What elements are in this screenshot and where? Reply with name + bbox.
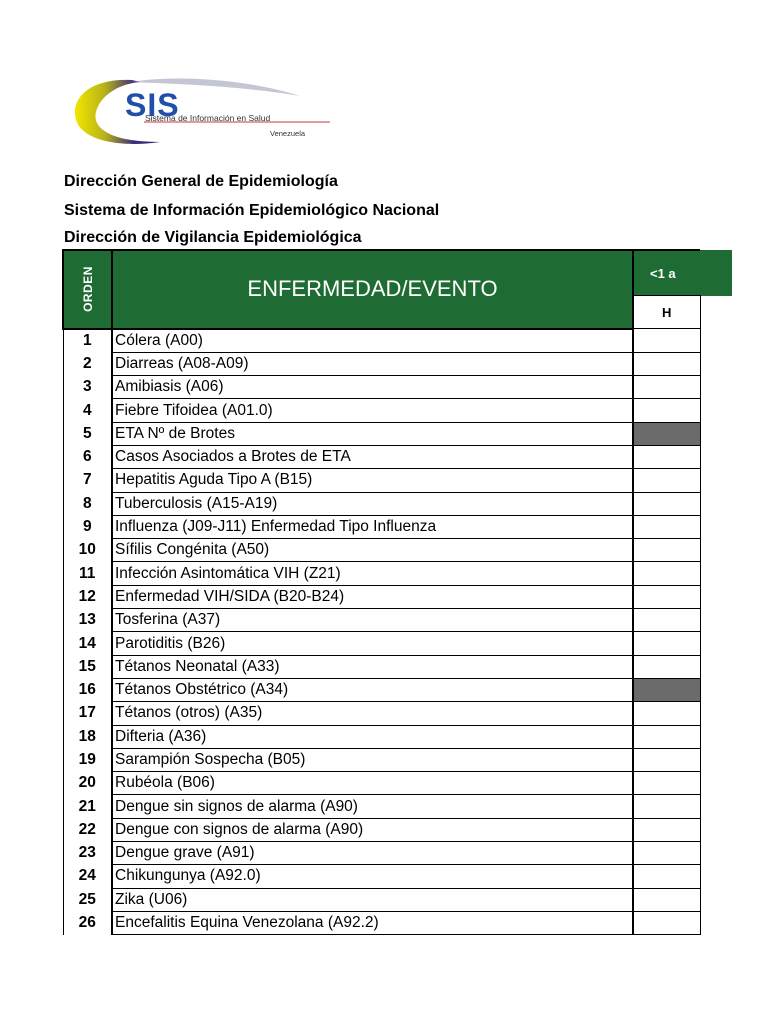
data-cell[interactable]	[633, 376, 700, 399]
table-row	[63, 329, 700, 353]
data-cell[interactable]	[633, 818, 700, 841]
row-number: 13	[63, 609, 112, 632]
data-cell[interactable]	[633, 469, 700, 492]
row-number: 20	[63, 772, 112, 795]
sis-logo	[70, 76, 335, 148]
row-number: 4	[63, 399, 112, 422]
event-name: Infección Asintomática VIH (Z21)	[112, 562, 633, 585]
event-name: Tétanos Neonatal (A33)	[112, 655, 633, 678]
event-name: Chikungunya (A92.0)	[112, 865, 633, 888]
table-row	[63, 818, 700, 841]
table-row	[63, 725, 700, 748]
table-row	[63, 609, 700, 632]
data-cell[interactable]	[633, 632, 700, 655]
table-row	[63, 422, 700, 445]
table-row	[63, 632, 700, 655]
orden-header	[63, 250, 112, 329]
event-name: Rubéola (B06)	[112, 772, 633, 795]
row-number: 1	[63, 329, 112, 353]
row-number: 19	[63, 748, 112, 771]
data-cell[interactable]	[633, 585, 700, 608]
logo-subtitle: Sistema de Información en Salud	[145, 113, 271, 123]
row-number: 25	[63, 888, 112, 911]
row-number: 3	[63, 376, 112, 399]
logo-country: Venezuela	[270, 129, 306, 138]
event-name: Amibiasis (A06)	[112, 376, 633, 399]
row-number: 11	[63, 562, 112, 585]
event-name: Zika (U06)	[112, 888, 633, 911]
disease-table	[62, 249, 701, 935]
event-name: ETA Nº de Brotes	[112, 422, 633, 445]
event-name: Cólera (A00)	[112, 329, 633, 353]
row-number: 12	[63, 585, 112, 608]
data-cell[interactable]	[633, 609, 700, 632]
event-name: Dengue con signos de alarma (A90)	[112, 818, 633, 841]
data-cell[interactable]	[633, 539, 700, 562]
row-number: 8	[63, 492, 112, 515]
data-cell[interactable]	[633, 772, 700, 795]
data-cell[interactable]	[633, 842, 700, 865]
event-name: Influenza (J09-J11) Enfermedad Tipo Influenza	[112, 515, 633, 538]
event-name: Diarreas (A08-A09)	[112, 352, 633, 375]
data-cell[interactable]	[633, 492, 700, 515]
header-line-2: Sistema de Información Epidemiológico Nacional	[64, 202, 440, 219]
event-header: ENFERMEDAD/EVENTO	[112, 250, 633, 329]
data-cell[interactable]	[633, 888, 700, 911]
table-row	[63, 678, 700, 701]
data-cell[interactable]	[633, 911, 700, 934]
table-row	[63, 702, 700, 725]
data-cell[interactable]	[633, 702, 700, 725]
data-cell-disabled	[633, 422, 700, 445]
data-cell[interactable]	[633, 655, 700, 678]
row-number: 16	[63, 678, 112, 701]
event-name: Tétanos (otros) (A35)	[112, 702, 633, 725]
row-number: 2	[63, 352, 112, 375]
table-row	[63, 655, 700, 678]
data-cell[interactable]	[633, 562, 700, 585]
table-row	[63, 772, 700, 795]
event-name: Casos Asociados a Brotes de ETA	[112, 445, 633, 468]
table-row	[63, 492, 700, 515]
table-row	[63, 911, 700, 934]
event-name: Tétanos Obstétrico (A34)	[112, 678, 633, 701]
row-number: 9	[63, 515, 112, 538]
table-row	[63, 865, 700, 888]
event-name: Tosferina (A37)	[112, 609, 633, 632]
event-name: Fiebre Tifoidea (A01.0)	[112, 399, 633, 422]
event-name: Sífilis Congénita (A50)	[112, 539, 633, 562]
row-number: 22	[63, 818, 112, 841]
event-name: Enfermedad VIH/SIDA (B20-B24)	[112, 585, 633, 608]
table-row	[63, 562, 700, 585]
event-name: Difteria (A36)	[112, 725, 633, 748]
row-number: 10	[63, 539, 112, 562]
table-row	[63, 539, 700, 562]
table-row	[63, 445, 700, 468]
event-name: Encefalitis Equina Venezolana (A92.2)	[112, 911, 633, 934]
data-cell[interactable]	[633, 795, 700, 818]
table-row	[63, 469, 700, 492]
row-number: 23	[63, 842, 112, 865]
data-cell[interactable]	[633, 725, 700, 748]
sex-header-h: H	[633, 296, 700, 329]
data-cell[interactable]	[633, 329, 700, 353]
age-group-header: <1 a	[633, 250, 700, 296]
data-cell-disabled	[633, 678, 700, 701]
data-cell[interactable]	[633, 445, 700, 468]
row-number: 17	[63, 702, 112, 725]
event-name: Hepatitis Aguda Tipo A (B15)	[112, 469, 633, 492]
table-row	[63, 515, 700, 538]
row-number: 15	[63, 655, 112, 678]
row-number: 5	[63, 422, 112, 445]
header-line-1: Dirección General de Epidemiología	[64, 173, 338, 190]
data-cell[interactable]	[633, 515, 700, 538]
row-number: 21	[63, 795, 112, 818]
header-line-3: Dirección de Vigilancia Epidemiológica	[64, 229, 362, 246]
data-cell[interactable]	[633, 748, 700, 771]
table-row	[63, 748, 700, 771]
table-row	[63, 795, 700, 818]
table-row	[63, 399, 700, 422]
orden-label: ORDEN	[80, 266, 95, 313]
data-cell[interactable]	[633, 399, 700, 422]
row-number: 24	[63, 865, 112, 888]
row-number: 14	[63, 632, 112, 655]
table-row	[63, 585, 700, 608]
table-row	[63, 376, 700, 399]
event-name: Parotiditis (B26)	[112, 632, 633, 655]
row-number: 18	[63, 725, 112, 748]
event-name: Dengue grave (A91)	[112, 842, 633, 865]
row-number: 26	[63, 911, 112, 934]
data-cell[interactable]	[633, 865, 700, 888]
row-number: 6	[63, 445, 112, 468]
row-number: 7	[63, 469, 112, 492]
event-name: Dengue sin signos de alarma (A90)	[112, 795, 633, 818]
data-cell[interactable]	[633, 352, 700, 375]
table-row	[63, 352, 700, 375]
table-row	[63, 888, 700, 911]
event-name: Tuberculosis (A15-A19)	[112, 492, 633, 515]
event-name: Sarampión Sospecha (B05)	[112, 748, 633, 771]
logo-title: SIS	[125, 87, 180, 123]
table-row	[63, 842, 700, 865]
